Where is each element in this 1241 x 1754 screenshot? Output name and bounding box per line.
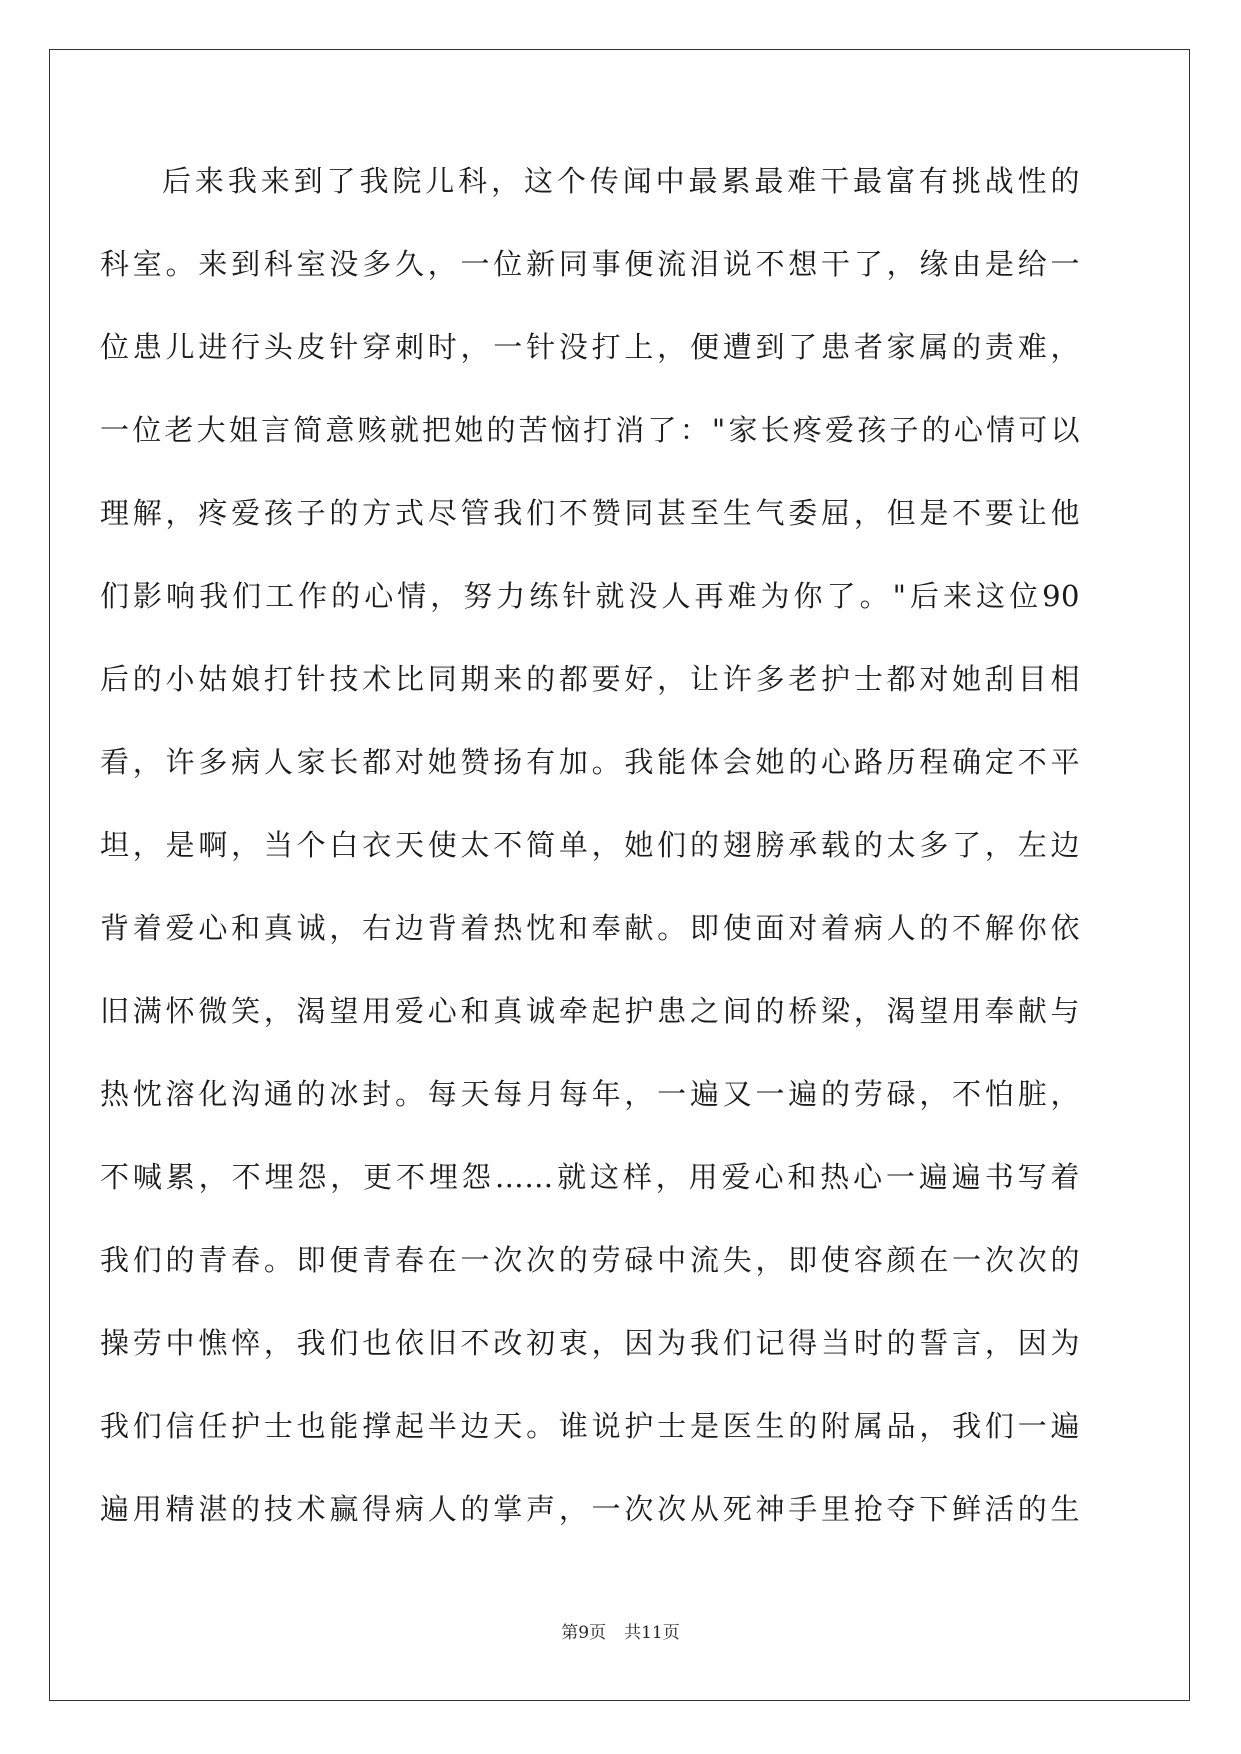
- paragraph-line: 坦，是啊，当个白衣天使太不简单，她们的翅膀承载的太多了，左边: [100, 828, 1080, 862]
- paragraph-line: 热忱溶化沟通的冰封。每天每月每年，一遍又一遍的劳碌，不怕脏，: [100, 1077, 1080, 1111]
- paragraph-line: 旧满怀微笑，渴望用爱心和真诚牵起护患之间的桥梁，渴望用奉献与: [100, 994, 1080, 1028]
- page-number: 第9页: [561, 1623, 607, 1643]
- paragraph-line: 们影响我们工作的心情，努力练针就没人再难为你了。"后来这位90: [100, 579, 1080, 613]
- paragraph-line: 科室。来到科室没多久，一位新同事便流泪说不想干了，缘由是给一: [100, 247, 1080, 281]
- paragraph-line: 后来我来到了我院儿科，这个传闻中最累最难干最富有挑战性的: [162, 164, 1080, 198]
- paragraph-line: 一位老大姐言简意赅就把她的苦恼打消了："家长疼爱孩子的心情可以: [100, 413, 1080, 447]
- paragraph-line: 后的小姑娘打针技术比同期来的都要好，让许多老护士都对她刮目相: [100, 662, 1080, 696]
- paragraph-line: 不喊累，不埋怨，更不埋怨……就这样，用爱心和热心一遍遍书写着: [100, 1160, 1080, 1194]
- paragraph-line: 操劳中憔悴，我们也依旧不改初衷，因为我们记得当时的誓言，因为: [100, 1326, 1080, 1360]
- paragraph-line: 位患儿进行头皮针穿刺时，一针没打上，便遭到了患者家属的责难，: [100, 330, 1080, 364]
- body-paragraph: [100, 140, 1080, 1551]
- page-footer: [0, 1618, 1241, 1643]
- paragraph-line: 遍用精湛的技术赢得病人的掌声，一次次从死神手里抢夺下鲜活的生: [100, 1492, 1080, 1526]
- paragraph-line: 看，许多病人家长都对她赞扬有加。我能体会她的心路历程确定不平: [100, 745, 1080, 779]
- paragraph-line: 理解，疼爱孩子的方式尽管我们不赞同甚至生气委屈，但是不要让他: [100, 496, 1080, 530]
- paragraph-line: 背着爱心和真诚，右边背着热忱和奉献。即使面对着病人的不解你依: [100, 911, 1080, 945]
- paragraph-line: 我们信任护士也能撑起半边天。谁说护士是医生的附属品，我们一遍: [100, 1409, 1080, 1443]
- page-total: 共11页: [624, 1623, 680, 1643]
- paragraph-line: 我们的青春。即便青春在一次次的劳碌中流失，即使容颜在一次次的: [100, 1243, 1080, 1277]
